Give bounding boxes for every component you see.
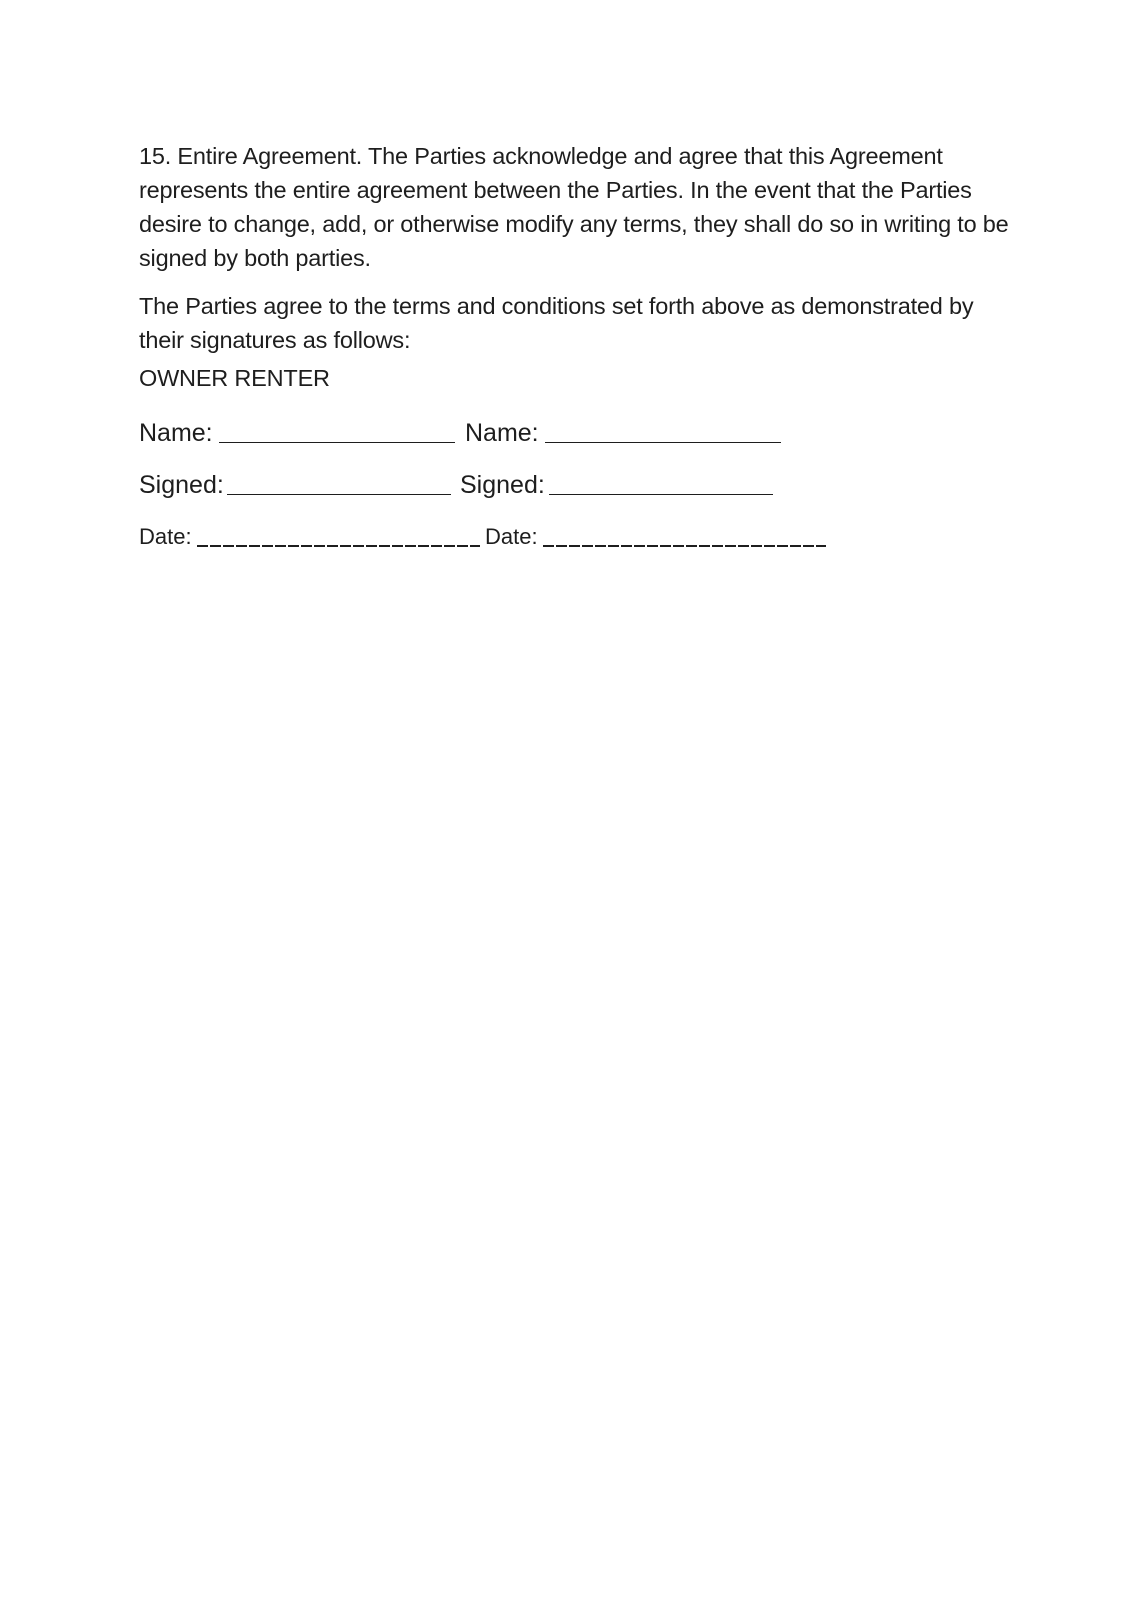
owner-name-line[interactable]	[219, 442, 455, 443]
owner-date-label: Date:	[139, 524, 192, 549]
signed-row	[139, 461, 1019, 501]
renter-name-line[interactable]	[545, 442, 781, 443]
renter-date-line[interactable]	[543, 545, 826, 547]
entire-agreement-clause: 15. Entire Agreement. The Parties acknowledge and agree that this Agreement represents the entire agreement between the Parties. In the event that the Parties desire to change, add, or otherwise modify any terms, they shall do so in writing to be signed by both parties.	[139, 143, 1009, 271]
document-content	[139, 139, 1019, 552]
name-row	[139, 409, 1019, 449]
renter-signature-line[interactable]	[549, 494, 773, 495]
signature-intro-text: The Parties agree to the terms and conditions set forth above as demonstrated by their signatures as follows:	[139, 293, 974, 353]
owner-signed-label: Signed:	[139, 471, 224, 499]
renter-name-label: Name:	[465, 419, 539, 447]
owner-signature-line[interactable]	[227, 494, 451, 495]
renter-date-label: Date:	[485, 524, 538, 549]
owner-date-line[interactable]	[197, 545, 480, 547]
renter-signed-label: Signed:	[460, 471, 545, 499]
parties-heading: OWNER RENTER	[139, 365, 330, 391]
owner-name-label: Name:	[139, 419, 213, 447]
date-row	[139, 512, 1019, 552]
